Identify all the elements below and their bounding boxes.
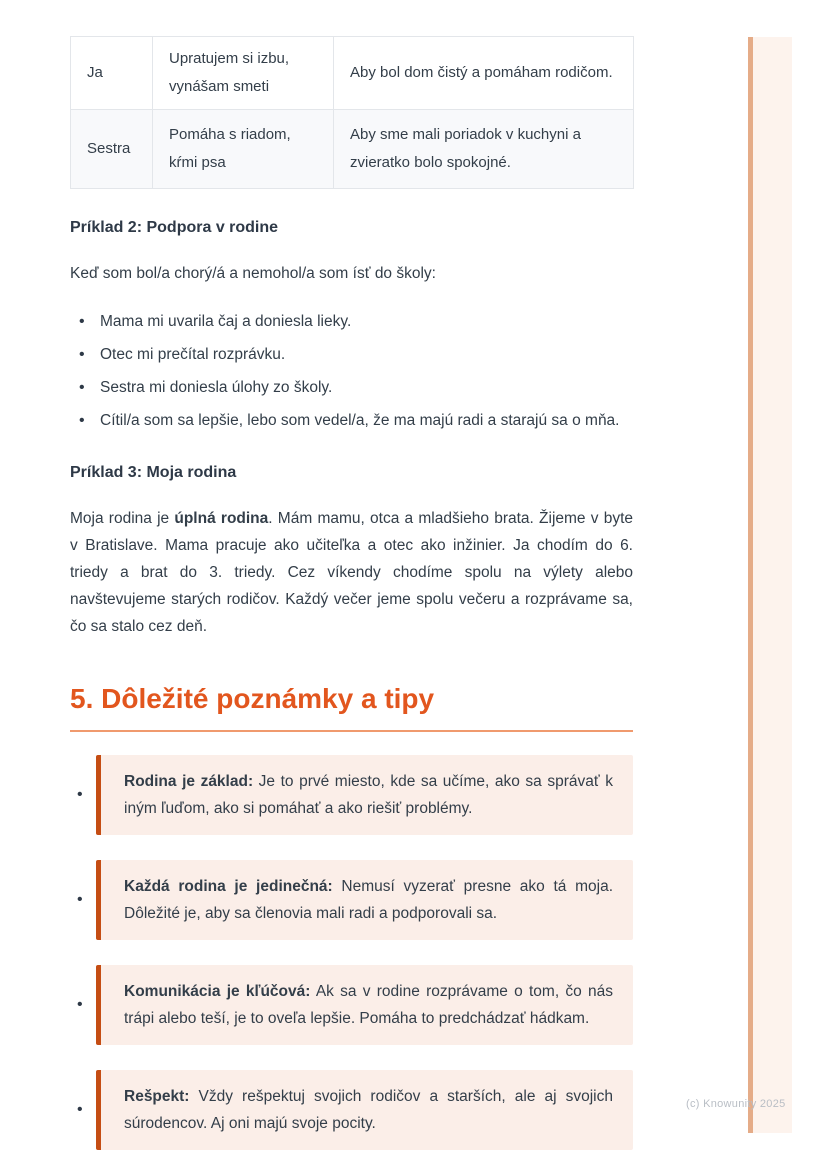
bold-uplna-rodina: úplná rodina [174, 510, 269, 527]
bullet-marker: • [77, 786, 83, 803]
callout-item-respekt [70, 1070, 633, 1150]
callout-text: Ak sa v rodine rozprávame o tom, čo nás trápi alebo teší, je to oveľa lepšie. Pomáha to predchádzať hádkam. [124, 983, 613, 1027]
callout-text: Nemusí vyzerať presne ako tá moja. Dôležité je, aby sa členovia mali radi a podporovali sa. [124, 878, 614, 922]
table-row [71, 110, 634, 189]
bullet-marker: • [77, 996, 83, 1013]
support-bullet-list [70, 308, 633, 434]
callout-card [96, 755, 633, 835]
callout-lead: Každá rodina je jedinečná: [124, 878, 333, 895]
table-cell-member: Sestra [71, 110, 153, 189]
paragraph-intro-sickness: Keď som bol/a chorý/á a nemohol/a som ísť do školy: [70, 265, 436, 282]
page-edge-decoration-stripe [748, 37, 792, 1133]
callout-item-kazda-rodina [70, 860, 633, 940]
copyright-watermark: (c) Knowunity 2025 [686, 1098, 786, 1110]
callout-card [96, 1070, 633, 1150]
bullet-marker: • [77, 1101, 83, 1118]
chores-table [70, 36, 634, 189]
tips-callout-list [70, 755, 633, 1150]
page-content [70, 0, 633, 1175]
callout-lead: Rodina je základ: [124, 773, 254, 790]
callout-item-komunikacia [70, 965, 633, 1045]
callout-item-rodina-je-zaklad [70, 755, 633, 835]
paragraph-text-after: . Mám mamu, otca a mladšieho brata. Žijeme v byte v Bratislave. Mama pracuje ako učiteľka a otec ako inžinier. Ja chodím do 6. triedy a brat do 3. triedy. Cez víkendy chodíme spolu na výlety alebo navštevujeme starých rodičov. Každý večer jeme spolu večeru a rozprávame sa, čo sa stalo cez deň. [70, 510, 634, 635]
bullet-marker: • [77, 891, 83, 908]
callout-card [96, 860, 633, 940]
heading-priklad-2: Príklad 2: Podpora v rodine [70, 219, 279, 236]
table-row [71, 37, 634, 110]
heading-priklad-3: Príklad 3: Moja rodina [70, 464, 237, 481]
table-cell-member: Ja [71, 37, 153, 110]
table-cell-reason: Aby bol dom čistý a pomáham rodičom. [334, 37, 634, 110]
table-cell-activity: Pomáha s riadom, kŕmi psa [153, 110, 334, 189]
table-cell-reason: Aby sme mali poriadok v kuchyni a zvieratko bolo spokojné. [334, 110, 634, 189]
list-item: • Sestra mi doniesla úlohy zo školy. [70, 374, 633, 401]
callout-lead: Komunikácia je kľúčová: [124, 983, 311, 1000]
section-5-heading: 5. Dôležité poznámky a tipy [70, 683, 633, 732]
list-item: • Otec mi prečítal rozprávku. [70, 341, 633, 368]
paragraph-text-before: Moja rodina je [70, 510, 175, 527]
list-item: • Cítil/a som sa lepšie, lebo som vedel/a, že ma majú radi a starajú sa o mňa. [70, 407, 633, 434]
list-item: • Mama mi uvarila čaj a doniesla lieky. [70, 308, 633, 335]
callout-text: Je to prvé miesto, kde sa učíme, ako sa správať k iným ľuďom, ako si pomáhať a ako riešiť problémy. [124, 773, 613, 817]
callout-text: Vždy rešpektuj svojich rodičov a starších, ale aj svojich súrodencov. Aj oni majú svoje pocity. [124, 1088, 613, 1132]
paragraph-moja-rodina [70, 505, 633, 640]
table-cell-activity: Upratujem si izbu, vynášam smeti [153, 37, 334, 110]
callout-card [96, 965, 633, 1045]
callout-lead: Rešpekt: [124, 1088, 190, 1105]
